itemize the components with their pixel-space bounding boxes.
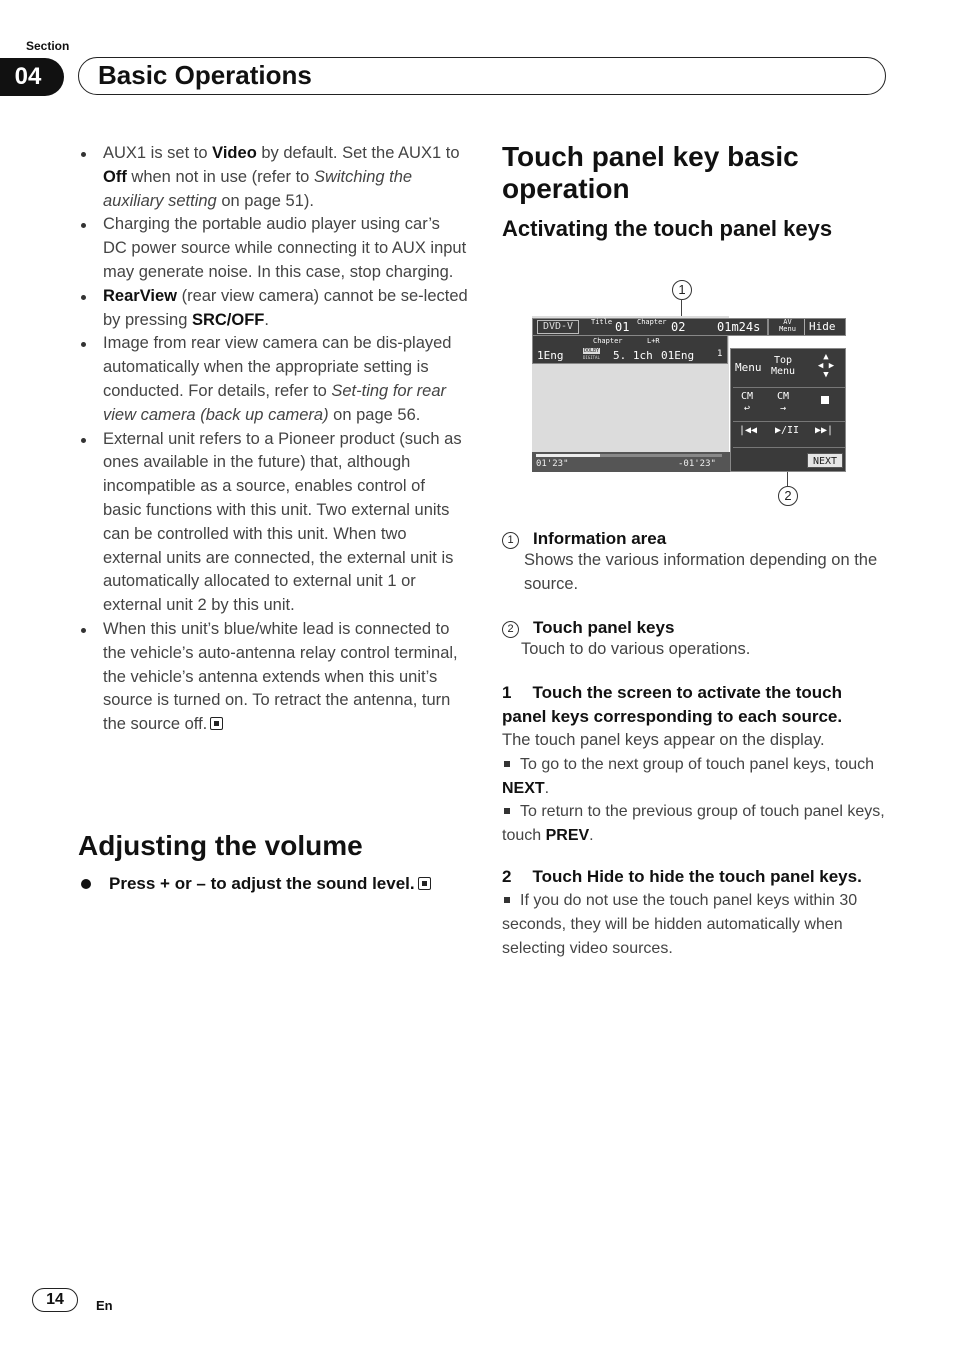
stop-icon[interactable] [821,396,829,404]
display-screenshot [532,316,846,472]
step-2-title: 2 Touch Hide to hide the touch panel keys. [502,867,862,886]
callout-title: Touch panel keys [533,618,675,637]
end-mark-icon [418,877,431,890]
source-label: DVD-V [537,320,579,334]
callout-leader-line [787,472,788,486]
title-number: 01 [615,320,630,334]
time-display: 01m24s [717,320,761,334]
step-2-note: If you do not use the touch panel keys within 30 seconds, they will be hidden automatically when selecting video sources. [502,892,858,957]
av-menu-key[interactable]: AV Menu [771,319,805,335]
dolby-digital-label: DIGITAL [583,355,600,360]
step-2 [502,865,886,960]
list-item: AUX1 is set to Video by default. Set the AUX1 to Off when not in use (refer to Switching the auxiliary setting on page 51). [78,142,468,213]
channel-format: 5. 1ch [613,349,653,362]
callout-title: Information area [533,529,667,548]
cm-forward-key[interactable]: CM → [777,391,790,414]
step-1-description: The touch panel keys appear on the display. [502,731,825,749]
info-bar-top [532,318,768,336]
callout-leader-line [681,299,682,316]
list-item: RearView (rear view camera) cannot be se-lected by pressing SRC/OFF. [78,285,468,333]
step-1 [502,681,886,848]
note-square-icon [504,761,510,767]
divider [733,421,845,422]
end-mark-icon [210,717,223,730]
list-item: External unit refers to a Pioneer product (such as ones available in the future) that, although incompatible as a source, enables control of basic functions with this unit. Two external units can be controlled with this unit. When two external units are connected, the external unit is automatically allocated to external unit 1 or external unit 2 by this unit. [78,428,468,618]
chapter-sub-label: Chapter [593,337,623,345]
callout-information-area [502,529,892,597]
playback-bar [532,452,730,472]
info-bar-sub [532,336,728,348]
divider [733,387,845,388]
progress-bar [536,454,600,457]
callout-number: 1 [502,532,519,549]
figure-callout-2: 2 [778,486,798,506]
touch-panel-subheading: Activating the touch panel keys [502,216,833,241]
dolby-logo: DOLBY [584,348,600,354]
next-key[interactable]: NEXT [807,453,843,468]
list-item: When this unit’s blue/white lead is connected to the vehicle’s auto-antenna relay control terminal, the vehicle’s antenna extends when this unit’s source is turned on. To retract the antenna, turn the source off. [78,618,468,737]
subtitle-language: 01Eng [661,349,695,362]
callout-description: Touch to do various operations. [521,640,751,658]
list-item: Image from rear view camera can be dis-played automatically when the appropriate setting is conducted. For details, refer to Set-ting for rear view camera (back up camera) on page 56. [78,332,468,427]
divider [733,447,845,448]
left-column [78,142,468,737]
section-title: Basic Operations [98,60,312,90]
note-square-icon [504,808,510,814]
callout-description: Shows the various information depending on the source. [524,551,878,593]
progress-track [600,454,722,457]
callout-touch-panel-keys [502,618,892,662]
direction-pad-icon[interactable]: ▲ ◀ ▶ ▼ [817,352,835,380]
play-pause-icon[interactable]: ▶/II [775,425,800,436]
title-label: Title [591,318,613,326]
touch-panel-keys [730,348,846,472]
next-track-icon[interactable]: ▶▶| [815,425,834,436]
info-bar-audio [532,348,728,364]
section-number: 04 [0,58,64,96]
touch-panel-heading: Touch panel key basic operation [502,141,799,204]
step-1-title: 1 Touch the screen to activate the touch panel keys corresponding to each source. [502,683,843,726]
step-1-note-prev: To return to the previous group of touch panel keys, touch PREV. [502,803,885,845]
audio-language: 1Eng [537,349,564,362]
volume-step: Press + or – to adjust the sound level. [78,872,468,896]
angle-number: 1 [717,349,723,359]
bullet-dot-icon [81,879,91,889]
step-1-note-next: To go to the next group of touch panel keys, touch NEXT. [502,755,875,797]
previous-icon[interactable]: |◀◀ [739,425,758,436]
callout-number: 2 [502,621,519,638]
volume-heading: Adjusting the volume [78,830,363,861]
top-right-keys [768,318,846,336]
elapsed-time: 01'23" [536,459,569,469]
remaining-time: -01'23" [678,459,716,469]
chapter-label: Chapter [637,318,667,326]
cm-back-key[interactable]: CM ↩ [741,391,754,414]
hide-key[interactable]: Hide [809,320,836,333]
section-label: Section [26,39,70,53]
list-item: Charging the portable audio player using car’s DC power source while connecting it to AUX input may generate noise. In this case, stop charging. [78,213,468,284]
note-square-icon [504,897,510,903]
language-label: En [96,1298,113,1313]
top-menu-key[interactable]: Top Menu [771,355,796,377]
notes-list [78,142,468,737]
menu-key[interactable]: Menu [735,361,762,374]
audio-channel-label: L+R [647,337,660,345]
chapter-number: 02 [671,320,686,334]
figure-callout-1: 1 [672,280,692,300]
page-number: 14 [32,1288,78,1312]
